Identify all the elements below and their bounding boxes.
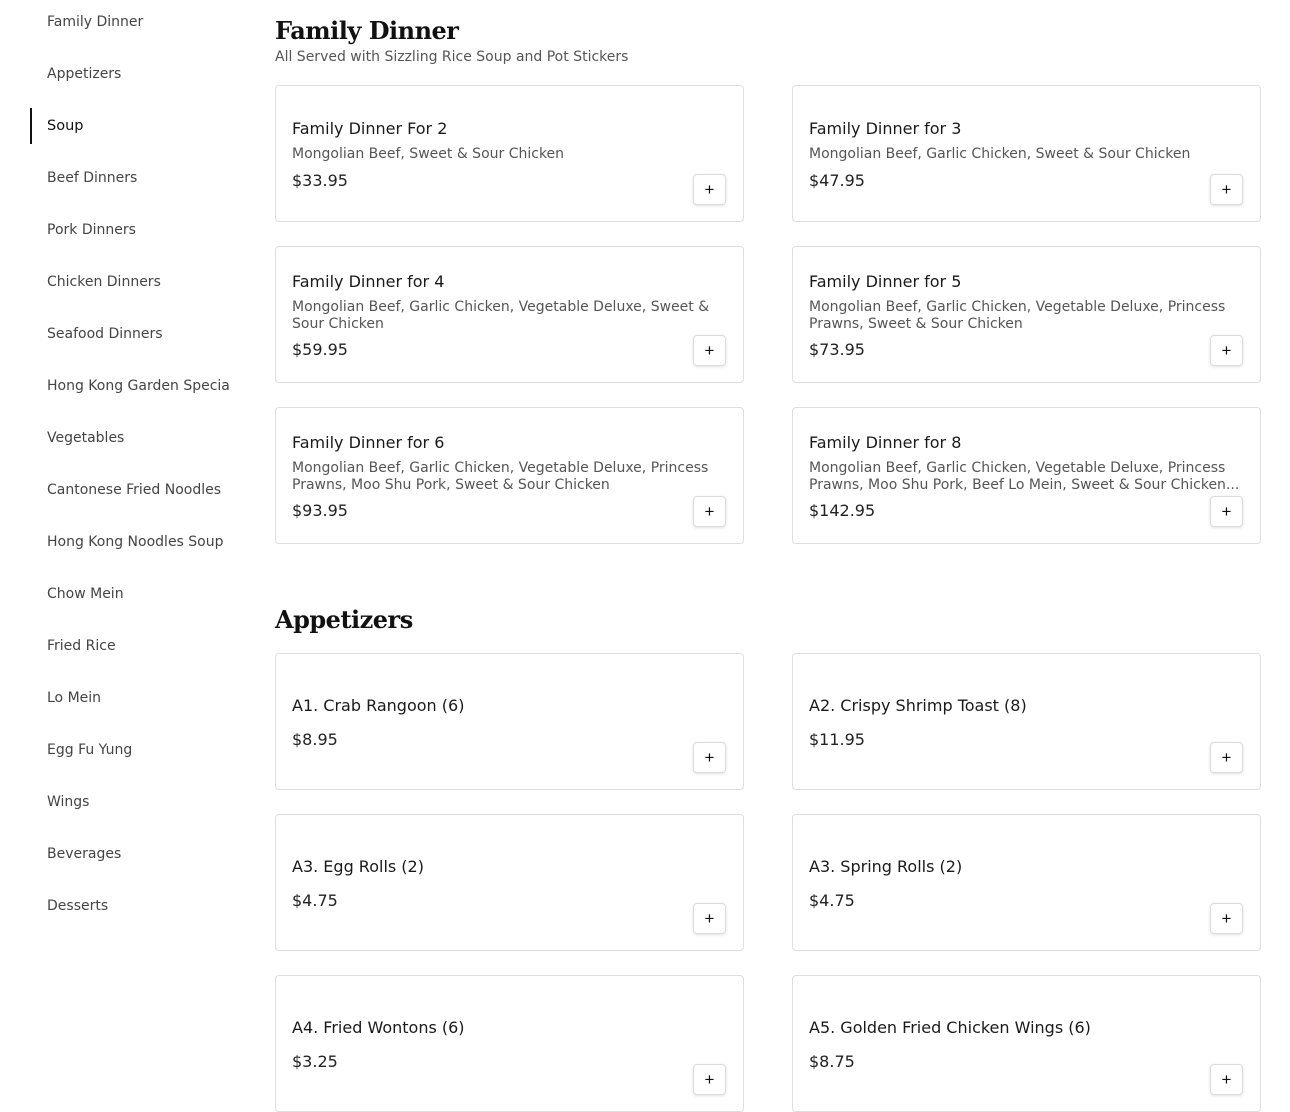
menu-item-name: Family Dinner for 5 — [809, 272, 962, 291]
sidebar-item-appetizers[interactable]: Appetizers — [47, 66, 122, 82]
category-sidebar — [0, 0, 250, 1098]
sidebar-item-egg-fu-yung[interactable]: Egg Fu Yung — [47, 742, 133, 758]
sidebar-item-pork-dinners[interactable]: Pork Dinners — [47, 222, 136, 238]
sidebar-item-seafood-dinners[interactable]: Seafood Dinners — [47, 326, 163, 342]
add-item-button[interactable]: + — [693, 335, 726, 366]
menu-item-card[interactable] — [275, 814, 744, 951]
menu-item-name: A2. Crispy Shrimp Toast (8) — [809, 696, 1027, 715]
menu-item-price: $4.75 — [809, 891, 855, 910]
menu-item-name: A3. Egg Rolls (2) — [292, 857, 424, 876]
menu-item-card[interactable] — [275, 975, 744, 1112]
sidebar-item-soup[interactable]: Soup — [30, 108, 245, 144]
menu-item-card[interactable] — [792, 407, 1261, 544]
menu-item-description: Mongolian Beef, Garlic Chicken, Vegetable Deluxe, Princess Prawns, Moo Shu Pork, Beef Lo Mein, Sweet & Sour Chicken... — [809, 460, 1240, 493]
menu-item-price: $4.75 — [292, 891, 338, 910]
menu-item-name: Family Dinner For 2 — [292, 119, 448, 138]
sidebar-item-family-dinner[interactable]: Family Dinner — [47, 14, 144, 30]
add-item-button[interactable]: + — [1210, 174, 1243, 205]
menu-item-card[interactable] — [275, 407, 744, 544]
menu-item-price: $33.95 — [292, 171, 348, 190]
menu-item-card[interactable] — [792, 246, 1261, 383]
menu-item-card[interactable] — [792, 814, 1261, 951]
menu-item-card[interactable] — [792, 975, 1261, 1112]
add-item-button[interactable]: + — [1210, 903, 1243, 934]
menu-item-price: $8.75 — [809, 1052, 855, 1071]
sidebar-item-cantonese-fried-noodles[interactable]: Cantonese Fried Noodles — [47, 482, 222, 498]
sidebar-item-desserts[interactable]: Desserts — [47, 898, 109, 914]
menu-item-price: $59.95 — [292, 340, 348, 359]
sidebar-item-fried-rice[interactable]: Fried Rice — [47, 638, 116, 654]
sidebar-item-vegetables[interactable]: Vegetables — [47, 430, 125, 446]
sidebar-item-beef-dinners[interactable]: Beef Dinners — [47, 170, 138, 186]
menu-item-price: $47.95 — [809, 171, 865, 190]
menu-item-card[interactable] — [275, 85, 744, 222]
menu-item-card[interactable] — [792, 85, 1261, 222]
add-item-button[interactable]: + — [1210, 496, 1243, 527]
menu-item-card[interactable] — [275, 246, 744, 383]
menu-item-description: Mongolian Beef, Garlic Chicken, Vegetable Deluxe, Sweet & Sour Chicken — [292, 299, 710, 332]
menu-item-price: $3.25 — [292, 1052, 338, 1071]
menu-item-name: Family Dinner for 3 — [809, 119, 962, 138]
menu-item-name: Family Dinner for 6 — [292, 433, 445, 452]
section-title-family-dinner: Family Dinner — [275, 16, 459, 45]
add-item-button[interactable]: + — [693, 496, 726, 527]
menu-item-price: $8.95 — [292, 730, 338, 749]
add-item-button[interactable]: + — [693, 903, 726, 934]
menu-item-name: Family Dinner for 4 — [292, 272, 445, 291]
menu-item-price: $142.95 — [809, 501, 876, 520]
menu-item-card[interactable] — [792, 653, 1261, 790]
sidebar-item-lo-mein[interactable]: Lo Mein — [47, 690, 102, 706]
menu-content — [275, 0, 1261, 1098]
menu-item-description: Mongolian Beef, Garlic Chicken, Sweet & Sour Chicken — [809, 146, 1191, 162]
menu-item-price: $11.95 — [809, 730, 865, 749]
menu-item-price: $73.95 — [809, 340, 865, 359]
sidebar-item-chow-mein[interactable]: Chow Mein — [47, 586, 124, 602]
add-item-button[interactable]: + — [1210, 1064, 1243, 1095]
sidebar-item-chicken-dinners[interactable]: Chicken Dinners — [47, 274, 161, 290]
sidebar-item-wings[interactable]: Wings — [47, 794, 90, 810]
menu-item-name: A4. Fried Wontons (6) — [292, 1018, 465, 1037]
add-item-button[interactable]: + — [1210, 742, 1243, 773]
menu-item-price: $93.95 — [292, 501, 348, 520]
add-item-button[interactable]: + — [1210, 335, 1243, 366]
sidebar-item-beverages[interactable]: Beverages — [47, 846, 122, 862]
section-subtitle-family-dinner: All Served with Sizzling Rice Soup and Pot Stickers — [275, 49, 629, 65]
menu-item-description: Mongolian Beef, Sweet & Sour Chicken — [292, 146, 565, 162]
menu-item-name: Family Dinner for 8 — [809, 433, 962, 452]
add-item-button[interactable]: + — [693, 742, 726, 773]
add-item-button[interactable]: + — [693, 1064, 726, 1095]
menu-item-card[interactable] — [275, 653, 744, 790]
section-title-appetizers: Appetizers — [275, 605, 413, 634]
menu-item-name: A1. Crab Rangoon (6) — [292, 696, 465, 715]
menu-item-description: Mongolian Beef, Garlic Chicken, Vegetable Deluxe, Princess Prawns, Sweet & Sour Chicken — [809, 299, 1226, 332]
add-item-button[interactable]: + — [693, 174, 726, 205]
menu-item-name: A5. Golden Fried Chicken Wings (6) — [809, 1018, 1091, 1037]
menu-item-name: A3. Spring Rolls (2) — [809, 857, 963, 876]
sidebar-item-hong-kong-noodles-soup[interactable]: Hong Kong Noodles Soup — [47, 534, 224, 550]
sidebar-item-hong-kong-garden-specials[interactable]: Hong Kong Garden Specia — [47, 378, 230, 394]
menu-item-description: Mongolian Beef, Garlic Chicken, Vegetable Deluxe, Princess Prawns, Moo Shu Pork, Sweet & Sour Chicken — [292, 460, 709, 493]
